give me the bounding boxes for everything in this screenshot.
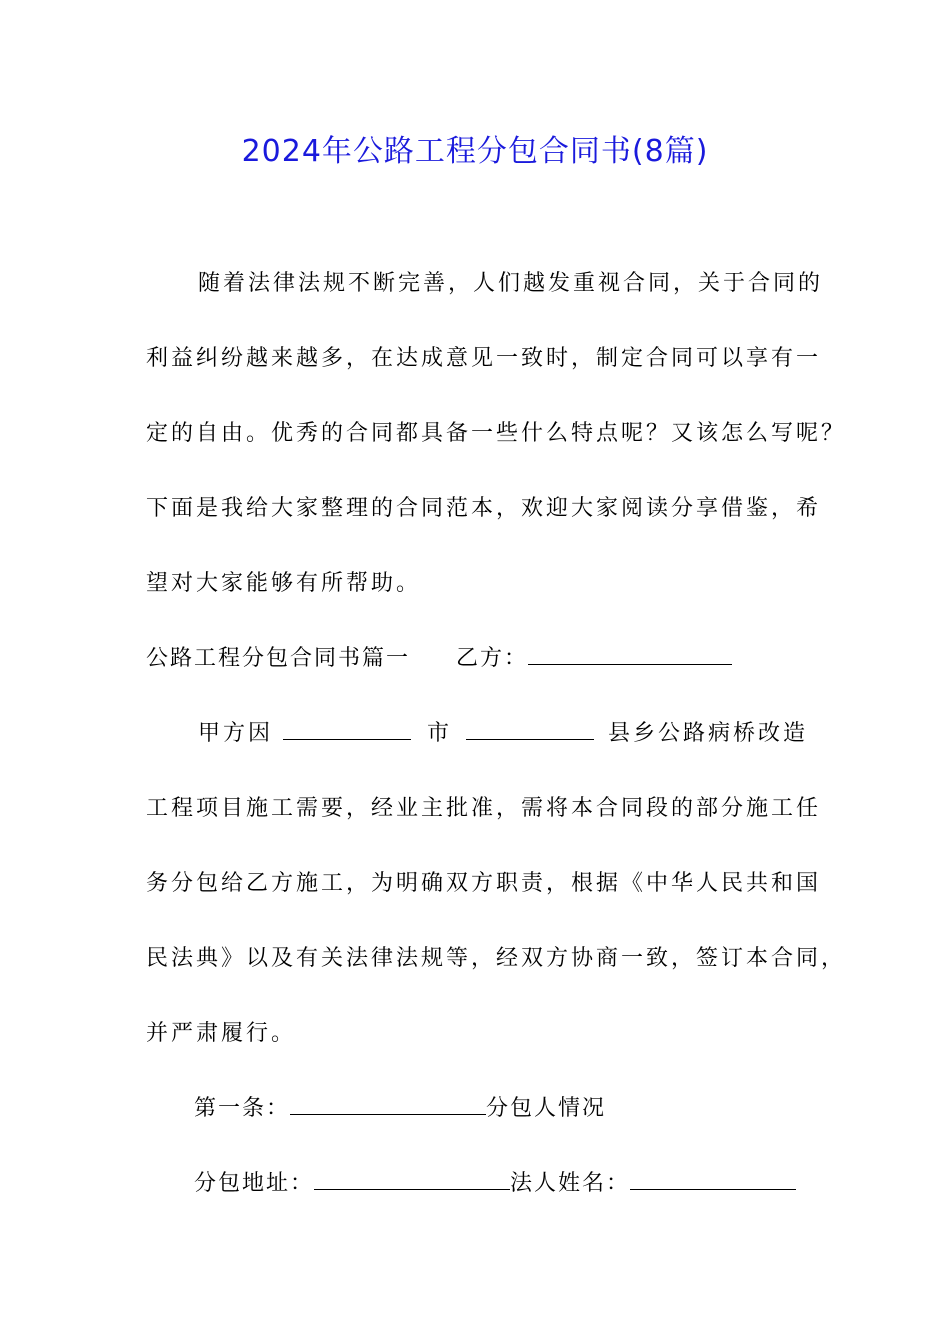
page-title: 2024年公路工程分包合同书(8篇) xyxy=(241,134,709,169)
article-1-row xyxy=(194,1091,874,1127)
address-label: 分包地址： xyxy=(194,1171,315,1196)
body-text-b: 市 xyxy=(427,721,453,746)
intro-line-3: 定的自由。优秀的合同都具备一些什么特点呢？又该怎么写呢？ xyxy=(146,421,847,446)
intro-line-5: 望对大家能够有所帮助。 xyxy=(146,571,422,596)
intro-line-2: 利益纠纷越来越多，在达成意见一致时，制定合同可以享有一 xyxy=(146,346,822,371)
body-text-c: 县乡公路病桥改造 xyxy=(608,721,809,746)
article-1-label: 第一条： xyxy=(194,1096,291,1121)
intro-line-4: 下面是我给大家整理的合同范本，欢迎大家阅读分享借鉴，希 xyxy=(146,496,822,521)
body-text-a: 甲方因 xyxy=(198,721,274,746)
body-line-3: 务分包给乙方施工，为明确双方职责，根据《中华人民共和国 xyxy=(146,871,822,896)
party-b-blank[interactable] xyxy=(528,642,732,665)
legal-name-label: 法人姓名： xyxy=(510,1171,631,1196)
body-line-4: 民法典》以及有关法律法规等，经双方协商一致，签订本合同， xyxy=(146,946,847,971)
body-line-2: 工程项目施工需要，经业主批准，需将本合同段的部分施工任 xyxy=(146,796,822,821)
intro-line-1: 随着法律法规不断完善，人们越发重视合同，关于合同的 xyxy=(198,271,824,296)
body-line-5: 并严肃履行。 xyxy=(146,1021,297,1046)
county-blank[interactable] xyxy=(466,717,594,740)
body-line-1 xyxy=(198,716,878,752)
party-b-label: 乙方： xyxy=(456,646,529,671)
section-heading: 公路工程分包合同书篇一 xyxy=(146,646,411,671)
legal-name-blank[interactable] xyxy=(630,1167,796,1190)
address-row xyxy=(194,1166,874,1202)
address-blank[interactable] xyxy=(314,1167,510,1190)
article-1-blank[interactable] xyxy=(290,1092,486,1115)
city-blank[interactable] xyxy=(283,717,411,740)
section-heading-row xyxy=(146,641,826,677)
article-1-suffix: 分包人情况 xyxy=(486,1096,607,1121)
